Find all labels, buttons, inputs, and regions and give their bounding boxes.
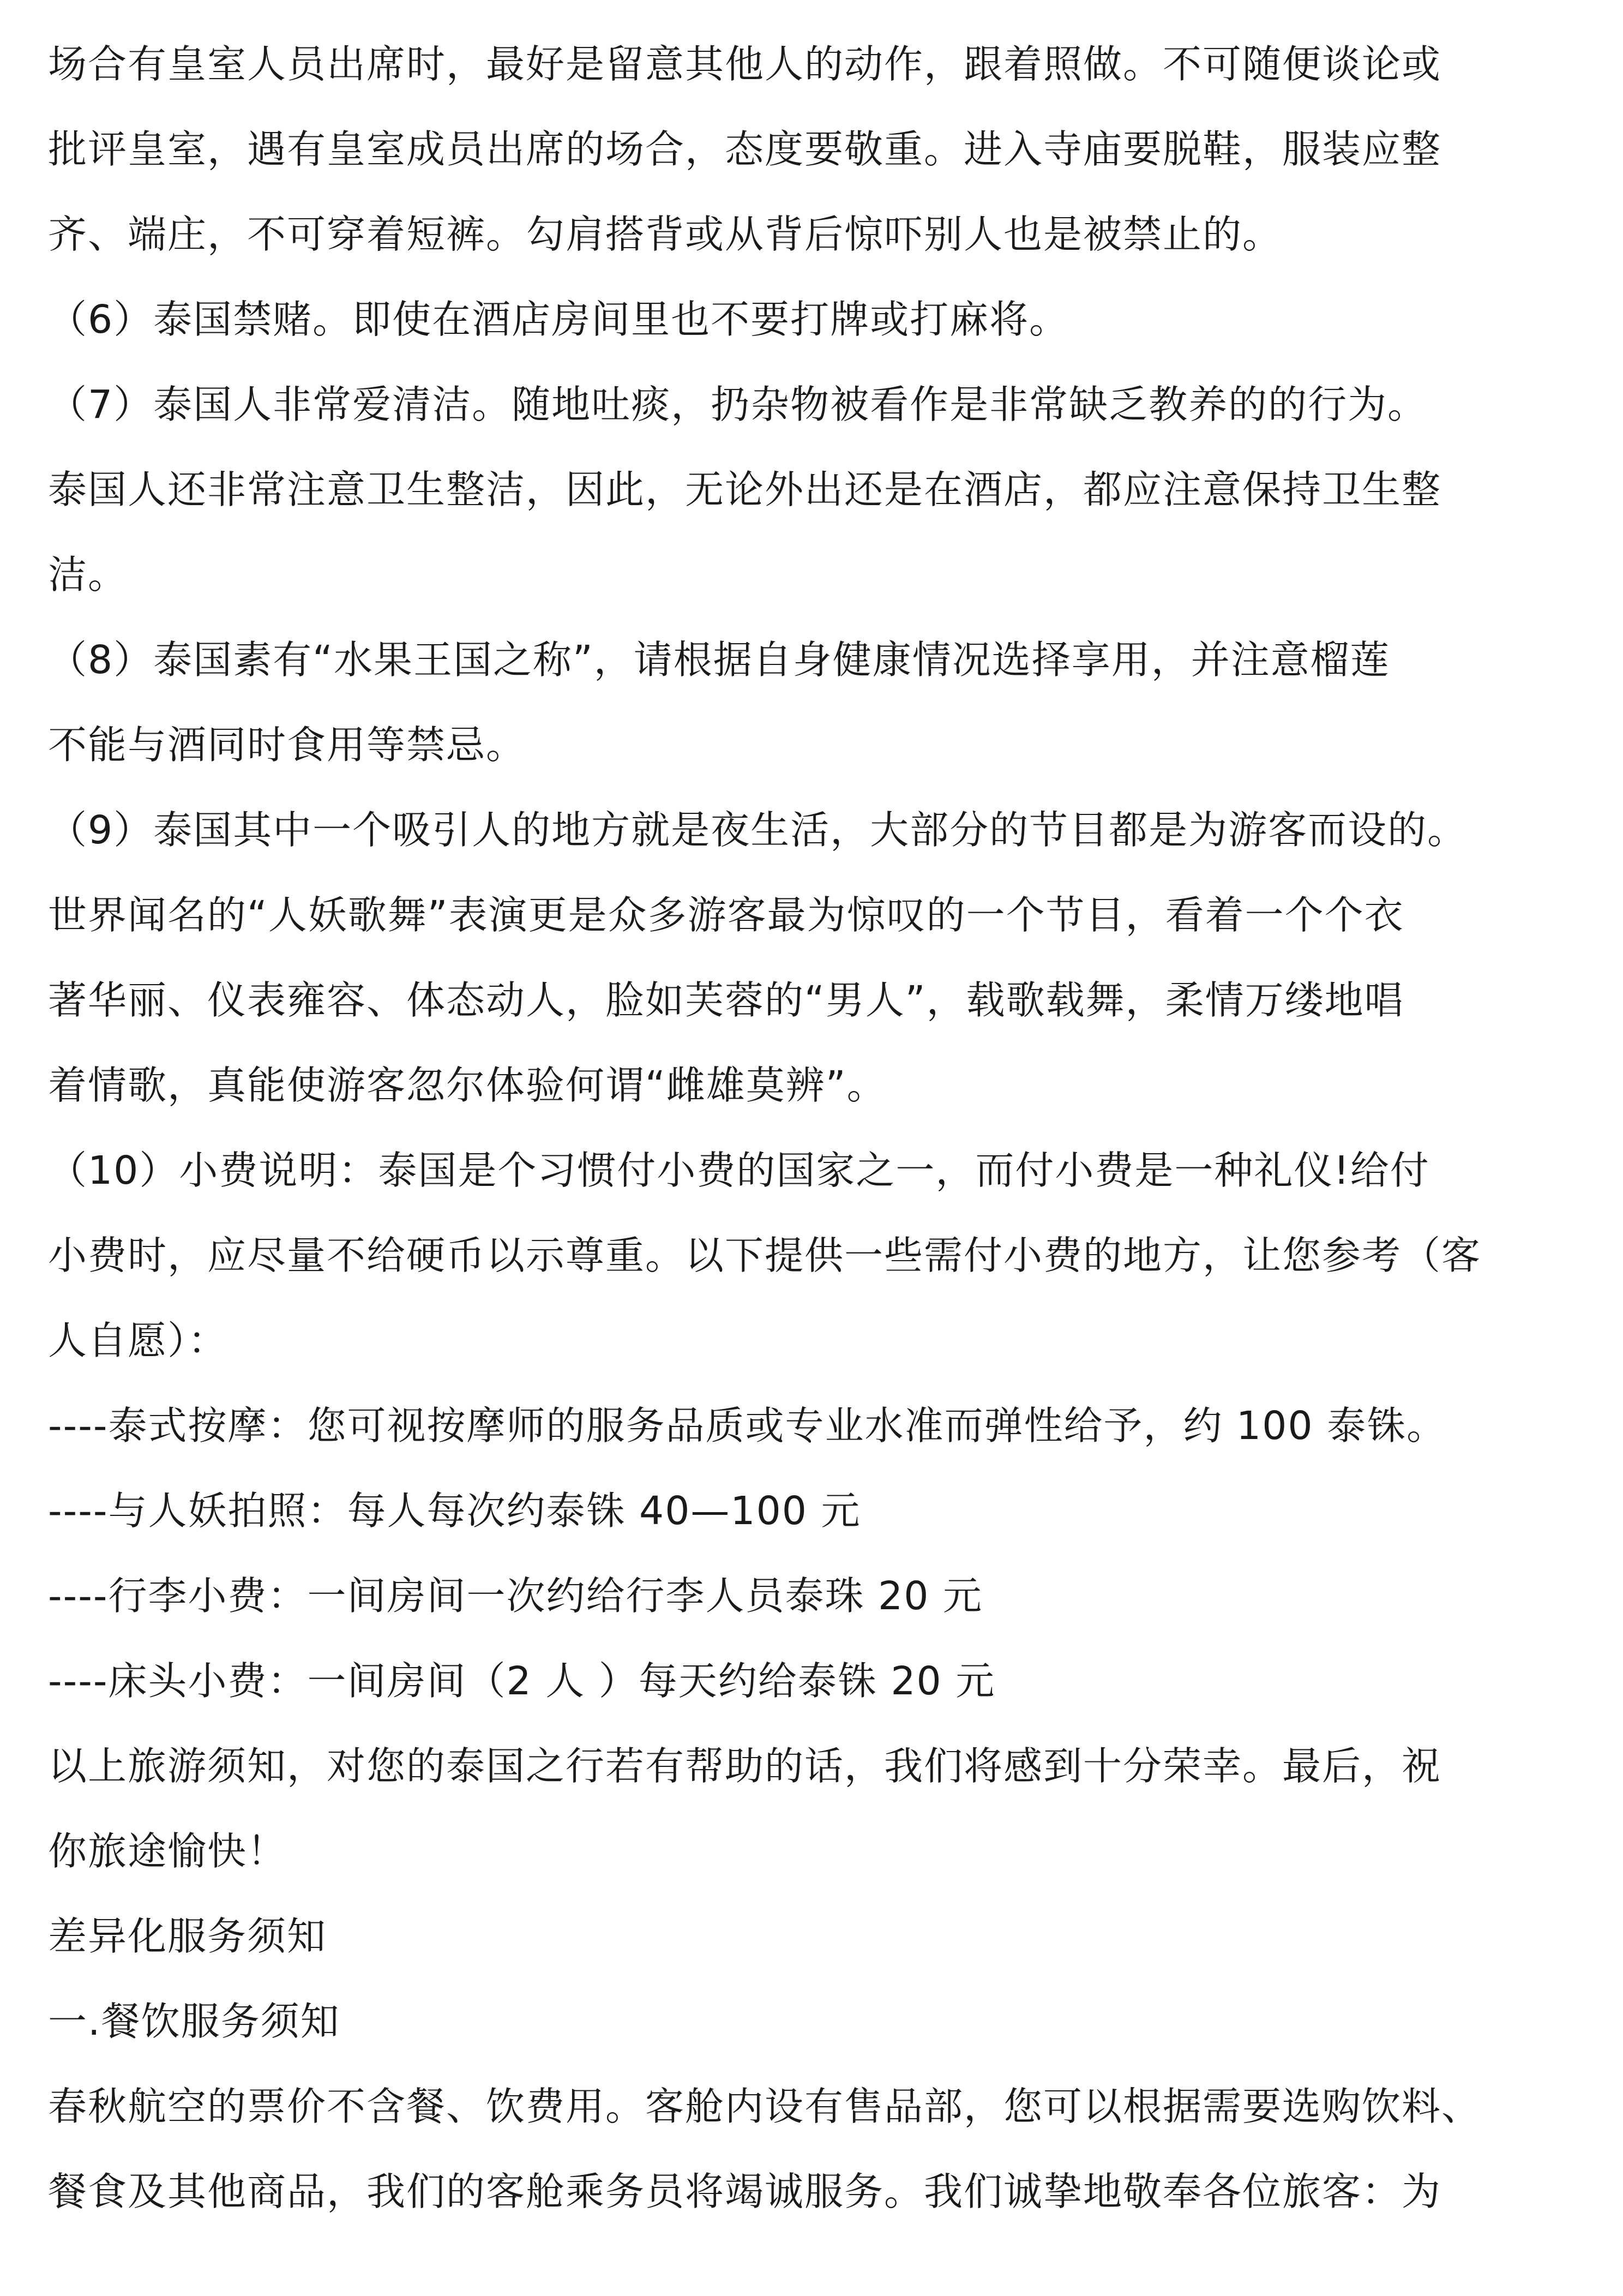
text-line: 你旅途愉快！: [48, 1829, 287, 1874]
text-line: ----行李小费：一间房间一次约给行李人员泰珠 20 元: [48, 1573, 983, 1618]
subsection-heading: 一.餐饮服务须知: [48, 1999, 340, 2044]
text-line: 小费时，应尽量不给硬币以示尊重。以下提供一些需付小费的地方，让您参考（客: [48, 1233, 1482, 1278]
text-line: 不能与酒同时食用等禁忌。: [48, 722, 526, 768]
text-line: 餐食及其他商品，我们的客舱乘务员将竭诚服务。我们诚挚地敬奉各位旅客：为: [48, 2169, 1442, 2214]
text-line: ----床头小费：一间房间（2 人 ）每天约给泰铢 20 元: [48, 1658, 996, 1704]
document-body: [48, 22, 1582, 2234]
text-line: （10）小费说明：泰国是个习惯付小费的国家之一，而付小费是一种礼仪!给付: [48, 1148, 1430, 1193]
text-line: 批评皇室，遇有皇室成员出席的场合，态度要敬重。进入寺庙要脱鞋，服装应整: [48, 127, 1442, 172]
text-line: 着情歌，真能使游客忽尔体验何谓“雌雄莫辨”。: [48, 1063, 887, 1108]
text-line: ----泰式按摩：您可视按摩师的服务品质或专业水准而弹性给予，约 100 泰铢。: [48, 1403, 1447, 1448]
text-line: （8）泰国素有“水果王国之称”，请根据自身健康情况选择享用，并注意榴莲: [48, 637, 1390, 682]
text-line: 世界闻名的“人妖歌舞”表演更是众多游客最为惊叹的一个节目，看着一个个衣: [48, 892, 1404, 938]
text-line: 著华丽、仪表雍容、体态动人，脸如芙蓉的“男人”，载歌载舞，柔情万缕地唱: [48, 978, 1404, 1023]
text-line: （9）泰国其中一个吸引人的地方就是夜生活，大部分的节目都是为游客而设的。: [48, 807, 1468, 853]
text-line: ----与人妖拍照：每人每次约泰铢 40—100 元: [48, 1488, 861, 1533]
text-line: 齐、端庄，不可穿着短裤。勾肩搭背或从背后惊吓别人也是被禁止的。: [48, 212, 1283, 257]
text-line: 泰国人还非常注意卫生整洁，因此，无论外出还是在酒店，都应注意保持卫生整: [48, 467, 1442, 512]
text-line: 春秋航空的票价不含餐、饮费用。客舱内设有售品部，您可以根据需要选购饮料、: [48, 2084, 1482, 2129]
text-line: 以上旅游须知，对您的泰国之行若有帮助的话，我们将感到十分荣幸。最后，祝: [48, 1743, 1442, 1789]
text-line: 洁。: [48, 552, 128, 597]
text-line: （7）泰国人非常爱清洁。随地吐痰，扔杂物被看作是非常缺乏教养的的行为。: [48, 382, 1428, 427]
text-line: （6）泰国禁赌。即使在酒店房间里也不要打牌或打麻将。: [48, 297, 1069, 342]
section-heading: 差异化服务须知: [48, 1914, 327, 1959]
text-line: 场合有皇室人员出席时，最好是留意其他人的动作，跟着照做。不可随便谈论或: [48, 41, 1442, 87]
text-line: 人自愿）：: [48, 1318, 228, 1363]
